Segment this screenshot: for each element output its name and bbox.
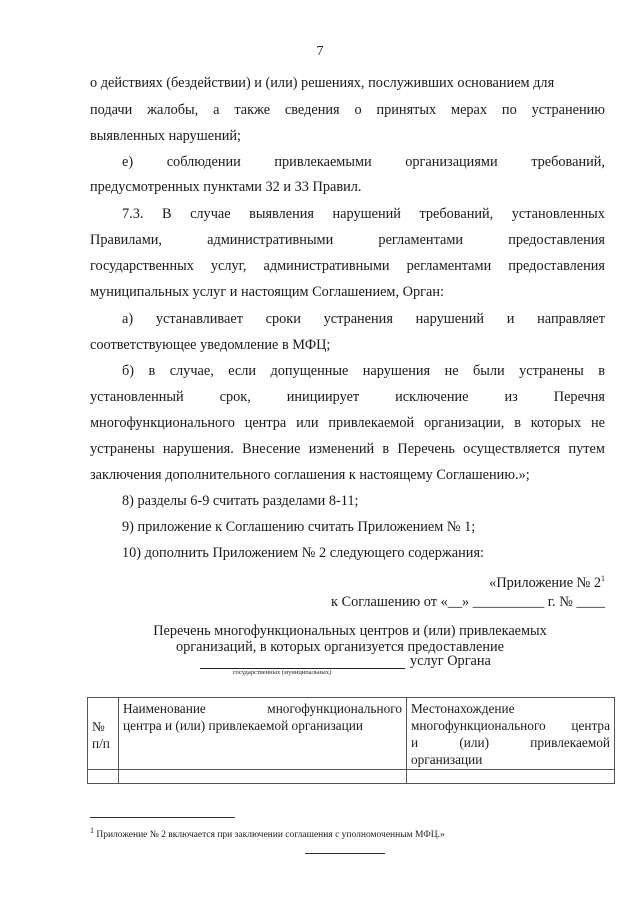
word: регламентами (406, 258, 492, 274)
word: требований, (531, 154, 605, 170)
item-9: 9) приложение к Соглашению считать Приложением № 1; (122, 519, 476, 535)
word: нарушения (362, 363, 431, 379)
word: о (354, 102, 362, 118)
pb-line4 (90, 439, 605, 459)
appendix-title: «Приложение № $2^1$ (489, 574, 605, 591)
table-row (88, 770, 615, 784)
word: путем (568, 441, 605, 457)
word: в (382, 441, 390, 457)
word: срок, (219, 389, 251, 405)
word: если (228, 363, 257, 379)
word: сведения (284, 102, 340, 118)
word: принятых (376, 102, 437, 118)
pe-line1 (122, 152, 605, 172)
word: исключение (395, 389, 469, 405)
word: а) (122, 311, 134, 327)
word: по (501, 102, 517, 118)
col-number-header: № п/п (88, 698, 119, 770)
p73-line4: муниципальных услуг и настоящим Соглашением, Орган: (90, 284, 444, 300)
col-location-header: Местонахождение многофункционального центра и (или) привлекаемой организации (407, 698, 615, 770)
word: привлекаемой (328, 415, 415, 431)
word: устранению (531, 102, 605, 118)
word: административными (207, 232, 334, 248)
item-8: 8) разделы 6-9 считать разделами 8-11; (122, 493, 359, 509)
end-rule (305, 853, 385, 854)
word: не (590, 415, 605, 431)
p73-line2 (90, 230, 605, 250)
word: е) (122, 154, 134, 170)
word: многофункционального (267, 701, 402, 716)
word: организациями (405, 154, 498, 170)
word: установленный (90, 389, 184, 405)
word: не (444, 363, 459, 379)
word: и (506, 311, 515, 327)
word: нарушений (332, 206, 401, 222)
word: Перечень (397, 441, 455, 457)
word: требований, (419, 206, 494, 222)
word: жалобы, (147, 102, 199, 118)
word: (или) (459, 735, 490, 750)
word: привлекаемыми (274, 154, 372, 170)
pb-line2 (90, 387, 605, 407)
table-cell (407, 770, 615, 784)
word: многофункционального (90, 415, 235, 431)
word: также (234, 102, 271, 118)
word: нарушений (415, 311, 485, 327)
word: выявления (249, 206, 314, 222)
table-cell (119, 770, 407, 784)
p1-line1 (90, 73, 605, 93)
service-type-caption: государственных (муниципальных) (233, 669, 332, 676)
word: инициирует (286, 389, 360, 405)
word: мерах (451, 102, 488, 118)
p73-line1 (122, 204, 605, 224)
word: были (473, 363, 505, 379)
pa-line1 (122, 309, 605, 329)
word: многофункционального (411, 718, 546, 733)
footnote-ref: 1 (601, 574, 605, 583)
p73-line3 (90, 256, 605, 276)
list-heading-line3: услуг Органа (410, 653, 491, 669)
word: административными (263, 258, 390, 274)
word: о действиях (бездействии) и (или) решениях, послуживших основанием для (90, 75, 555, 91)
word: центра (244, 415, 287, 431)
word: б) (122, 363, 135, 379)
word: которых (530, 415, 582, 431)
pb-line1 (122, 361, 605, 381)
word: в (598, 363, 605, 379)
word: случае (190, 206, 231, 222)
word: сроки (265, 311, 301, 327)
word: допущенные (270, 363, 349, 379)
footnote: $^1$ Приложение № 2 включается при заключении соглашения с уполномоченным МФЦ.» (90, 826, 445, 841)
item-10: 10) дополнить Приложением № 2 следующего содержания: (122, 545, 484, 561)
word: привлекаемой (530, 735, 610, 750)
word: государственных (90, 258, 194, 274)
word: центра (571, 718, 610, 733)
pb-line3 (90, 413, 605, 433)
p1-line2 (90, 100, 605, 120)
page-number: 7 (316, 44, 324, 59)
word: случае, (169, 363, 214, 379)
word: Правилами, (90, 232, 162, 248)
p1-line3: выявленных нарушений; (90, 128, 241, 144)
word: из (504, 389, 518, 405)
col-name-header: Наименование многофункционального центра и (или) привлекаемой организации (119, 698, 407, 770)
word: 7.3. (122, 206, 144, 222)
word: а (213, 102, 220, 118)
word: нарушения. (162, 441, 234, 457)
word: подачи (90, 102, 133, 118)
word: изменений (308, 441, 375, 457)
word: направляет (537, 311, 605, 327)
word: предоставления (508, 258, 605, 274)
word: в (514, 415, 521, 431)
word: и (411, 735, 419, 750)
word: соблюдении (166, 154, 241, 170)
table-cell (88, 770, 119, 784)
pb-line5: заключения дополнительного соглашения к настоящему Соглашению.»; (90, 467, 530, 483)
pe-line2: предусмотренных пунктами 32 и 33 Правил. (90, 179, 362, 195)
word: В (161, 206, 172, 222)
word: Наименование (123, 701, 206, 716)
word: услуг, (210, 258, 247, 274)
word: Внесение (242, 441, 301, 457)
word: или (296, 415, 319, 431)
footnote-separator (90, 817, 235, 818)
word: предоставления (508, 232, 605, 248)
mfc-table (87, 697, 615, 784)
word: устанавливает (155, 311, 243, 327)
word: в (148, 363, 156, 379)
word: установленных (511, 206, 605, 222)
word: устранены (90, 441, 155, 457)
word: регламентами (378, 232, 464, 248)
appendix-agreement: к Соглашению от «__» __________ г. № ____ (331, 594, 605, 610)
word: устранены (519, 363, 584, 379)
table-header-row (88, 698, 615, 770)
list-heading-line1: Перечень многофункциональных центров и (или) привлекаемых (153, 623, 547, 639)
list-heading-line2: организаций, в которых организуется предоставление (175, 639, 504, 655)
word: устранения (323, 311, 393, 327)
word: организации, (424, 415, 505, 431)
pa-line2: соответствующее уведомление в МФЦ; (90, 337, 331, 353)
word: осуществляется (463, 441, 561, 457)
word: Перечня (553, 389, 605, 405)
